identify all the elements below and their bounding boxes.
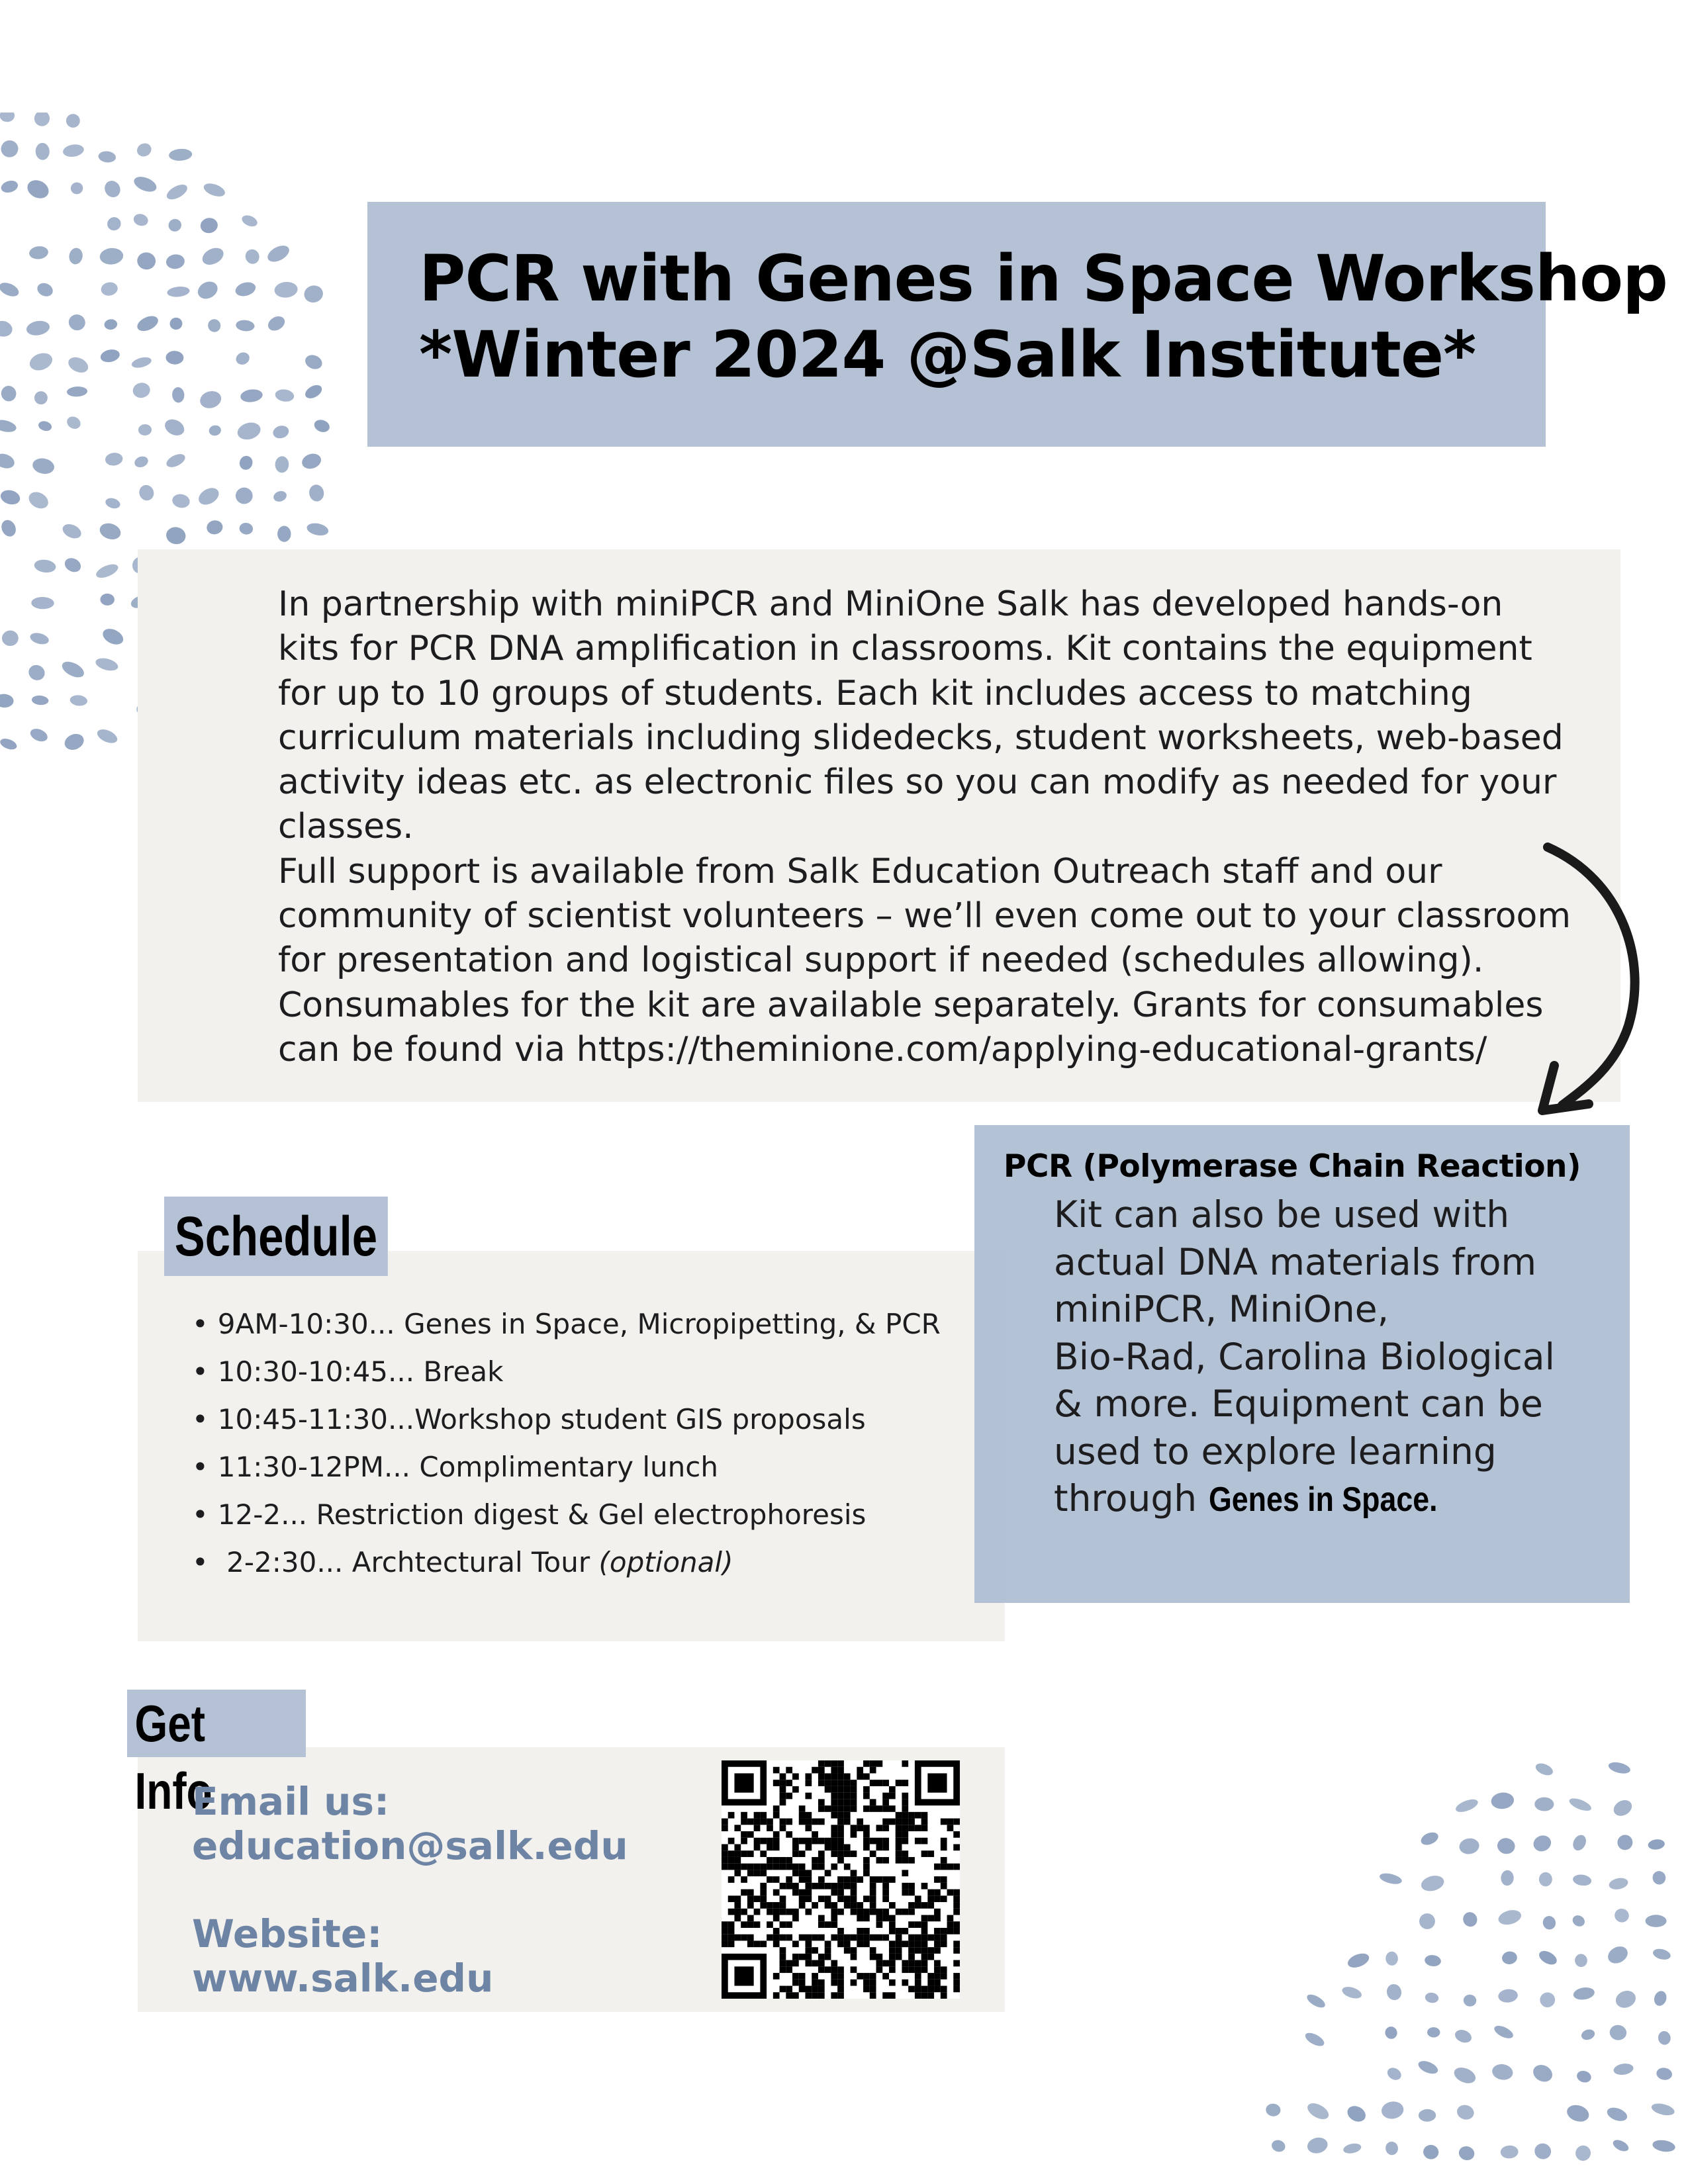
schedule-item-optional: (optional) — [598, 1546, 733, 1578]
decorative-dot — [34, 559, 57, 574]
decorative-dot — [234, 280, 257, 298]
decorative-dot — [68, 247, 83, 265]
decorative-dot — [1417, 1911, 1438, 1932]
decorative-dot — [1532, 2142, 1553, 2161]
decorative-dot — [0, 418, 17, 433]
decorative-dot — [60, 522, 83, 541]
decorative-dot — [272, 489, 288, 503]
info-heading-label: Get Info — [134, 1694, 212, 1820]
decorative-dot — [1424, 1954, 1442, 1968]
decorative-dot — [1463, 1994, 1477, 2007]
decorative-dot — [27, 350, 55, 373]
decorative-dot — [1652, 1870, 1666, 1886]
intro-line: community of scientist volunteers – we’ll even come out to your classroom — [278, 896, 1571, 936]
decorative-dot — [275, 456, 289, 473]
decorative-dot — [137, 483, 156, 503]
decorative-dot — [130, 355, 152, 370]
decorative-dot — [66, 114, 80, 128]
intro-panel — [138, 549, 1620, 1102]
decorative-dot — [62, 731, 86, 753]
decorative-dot — [34, 390, 48, 405]
schedule-item — [192, 1396, 941, 1443]
decorative-dot — [169, 317, 183, 331]
qr-code-icon[interactable] — [722, 1760, 960, 1999]
decorative-dot — [0, 737, 19, 752]
decorative-dot — [1607, 1760, 1631, 1776]
decorative-dot — [196, 484, 222, 508]
decorative-dot — [199, 244, 226, 268]
decorative-dot — [1383, 2025, 1399, 2040]
curved-arrow-icon — [1523, 841, 1655, 1134]
decorative-dot — [308, 484, 325, 502]
pcr-info-panel — [974, 1125, 1630, 1603]
decorative-dot — [1453, 2028, 1474, 2045]
pcr-line: actual DNA materials from — [1054, 1240, 1537, 1283]
decorative-dot — [238, 522, 254, 536]
decorative-dot — [2, 630, 19, 646]
decorative-dot — [1385, 1982, 1403, 2001]
decorative-dot — [1378, 1872, 1403, 1886]
decorative-dot — [1611, 2138, 1630, 2154]
decorative-dot — [238, 454, 255, 472]
decorative-dot — [1303, 2030, 1327, 2049]
decorative-dot — [0, 518, 19, 539]
decorative-dot — [1501, 1870, 1514, 1886]
decorative-dot — [1460, 1909, 1479, 1929]
schedule-item — [192, 1491, 941, 1539]
decorative-dot — [100, 594, 115, 606]
decorative-dot — [1652, 1947, 1671, 1961]
decorative-dot — [1385, 2066, 1404, 2083]
decorative-dot — [1575, 2069, 1593, 2083]
decorative-dot — [105, 452, 124, 467]
website-link[interactable]: www.salk.edu — [192, 1956, 494, 2001]
decorative-dot — [1419, 1874, 1446, 1894]
decorative-dot — [0, 179, 19, 195]
decorative-dot — [1541, 1915, 1557, 1931]
decorative-dot — [29, 631, 50, 647]
title-line-1: PCR with Genes in Space Workshop — [419, 242, 1667, 316]
title-line-2: *Winter 2024 @Salk Institute* — [419, 318, 1476, 392]
decorative-dot — [202, 181, 226, 199]
decorative-dot — [1458, 1837, 1480, 1856]
decorative-dot — [102, 178, 123, 200]
decorative-dot — [1615, 1833, 1635, 1853]
decorative-dot — [0, 280, 21, 299]
decorative-dot — [1611, 1797, 1634, 1819]
intro-line: kits for PCR DNA amplification in classrooms. Kit contains the equipment — [278, 629, 1532, 669]
decorative-dot — [31, 457, 56, 476]
decorative-dot — [240, 213, 259, 228]
decorative-dot — [195, 278, 220, 302]
decorative-dot — [265, 242, 292, 265]
decorative-dot — [100, 625, 126, 647]
decorative-dot — [1380, 2100, 1405, 2120]
decorative-dot — [94, 561, 120, 580]
decorative-dot — [1493, 2023, 1515, 2041]
decorative-dot — [1574, 1953, 1588, 1968]
decorative-dot — [135, 141, 154, 159]
decorative-dot — [1572, 1986, 1595, 2001]
decorative-dot — [67, 312, 87, 332]
decorative-dot — [1455, 2103, 1476, 2122]
decorative-dot — [100, 281, 118, 297]
decorative-dot — [1454, 1797, 1480, 1815]
decorative-dot — [1340, 1985, 1363, 2001]
decorative-dot — [1608, 1876, 1629, 1891]
decorative-dot — [1534, 1797, 1554, 1811]
intro-paragraph-2 — [278, 850, 1575, 1072]
decorative-dot — [208, 424, 222, 436]
genes-in-space-bold: Genes in Space. — [1208, 1480, 1438, 1519]
decorative-dot — [1344, 2103, 1368, 2125]
decorative-dot — [1500, 2145, 1519, 2159]
decorative-dot — [1385, 2141, 1399, 2156]
decorative-dot — [1657, 2030, 1671, 2046]
decorative-dot — [0, 138, 21, 160]
decorative-dot — [303, 284, 325, 304]
decorative-dot — [136, 251, 157, 271]
intro-text — [278, 582, 1575, 1072]
decorative-dot — [70, 694, 88, 707]
decorative-dot — [1613, 1907, 1630, 1925]
decorative-dot — [244, 248, 261, 266]
decorative-dot — [0, 319, 14, 338]
decorative-dot — [312, 418, 331, 434]
decorative-dot — [168, 148, 192, 161]
decorative-dot — [26, 489, 51, 512]
email-label: Email us: — [192, 1779, 390, 1824]
decorative-dot — [303, 383, 324, 401]
decorative-dot — [240, 388, 263, 403]
decorative-dot — [95, 727, 120, 746]
decorative-dot — [236, 420, 263, 443]
intro-link-line[interactable]: can be found via https://theminione.com/applying-educational-grants/ — [278, 1029, 1487, 1069]
decorative-dot — [303, 353, 324, 372]
decorative-dot — [271, 424, 290, 440]
decorative-dot — [1491, 2063, 1514, 2082]
decorative-dot — [1572, 1874, 1592, 1887]
intro-line: Consumables for the kit are available separately. Grants for consumables — [278, 985, 1544, 1025]
decorative-dot — [1385, 1951, 1399, 1966]
decorative-dot — [132, 212, 150, 228]
decorative-dot — [98, 150, 117, 163]
email-link[interactable]: education@salk.edu — [192, 1823, 628, 1868]
decorative-dot — [1452, 2064, 1478, 2086]
decorative-dot — [67, 386, 88, 397]
decorative-dot — [199, 216, 219, 234]
decorative-dot — [24, 177, 52, 202]
decorative-dot — [1534, 1761, 1554, 1778]
decorative-dot — [1417, 2058, 1440, 2076]
decorative-dot — [165, 253, 185, 270]
decorative-dot — [171, 387, 185, 403]
decorative-dot — [235, 487, 253, 504]
decorative-dot — [31, 597, 54, 610]
intro-line: for presentation and logistical support if needed (schedules allowing). — [278, 940, 1484, 981]
decorative-dot — [165, 351, 184, 365]
decorative-dot — [162, 416, 187, 439]
decorative-dot — [1539, 1872, 1553, 1887]
decorative-dot — [1613, 2062, 1634, 2076]
pcr-line: Bio-Rad, Carolina Biological — [1054, 1335, 1555, 1378]
decorative-dot — [306, 522, 330, 537]
decorative-dot — [25, 319, 50, 337]
decorative-dot — [70, 181, 84, 195]
decorative-dot — [1613, 1988, 1638, 2011]
schedule-item — [192, 1539, 941, 1586]
schedule-heading: Schedule — [164, 1197, 388, 1276]
decorative-dot — [277, 526, 291, 542]
intro-line: Full support is available from Salk Education Outreach staff and our — [278, 851, 1442, 891]
decorative-dot — [104, 318, 118, 330]
decorative-dot — [1531, 1833, 1554, 1854]
schedule-item — [192, 1348, 941, 1396]
decorative-dot — [1265, 2103, 1281, 2117]
decorative-dot — [26, 662, 48, 683]
decorative-dots-bottom-right — [1231, 1721, 1688, 2184]
decorative-dot — [104, 496, 121, 510]
decorative-dot — [206, 317, 222, 334]
decorative-dot — [62, 143, 85, 158]
decorative-dot — [1497, 1908, 1523, 1927]
decorative-dot — [35, 142, 50, 160]
decorative-dot — [1570, 1833, 1588, 1852]
pcr-line: Kit can also be used with — [1054, 1193, 1510, 1236]
decorative-dot — [62, 555, 83, 574]
decorative-dot — [65, 414, 83, 432]
decorative-dot — [236, 319, 256, 332]
decorative-dot — [28, 727, 50, 744]
pcr-heading: PCR (Polymerase Chain Reaction) — [1004, 1148, 1581, 1185]
decorative-dot — [167, 285, 191, 298]
decorative-dot — [206, 519, 224, 535]
decorative-dot — [1568, 1796, 1593, 1813]
decorative-dot — [0, 113, 15, 122]
decorative-dot — [1457, 2144, 1476, 2161]
schedule-item — [192, 1443, 941, 1491]
decorative-dot — [105, 215, 123, 233]
decorative-dot — [1605, 1943, 1631, 1966]
decorative-dot — [167, 217, 183, 234]
decorative-dot — [1650, 2101, 1675, 2117]
title-banner — [367, 202, 1667, 447]
decorative-dot — [1419, 2109, 1436, 2122]
decorative-dot — [265, 314, 287, 334]
decorative-dot — [1497, 1988, 1519, 2003]
decorative-dot — [138, 424, 152, 436]
decorative-dot — [1646, 1915, 1667, 1927]
decorative-dot — [300, 451, 323, 471]
schedule-list — [192, 1300, 941, 1586]
pcr-line: & more. Equipment can be — [1054, 1383, 1543, 1425]
decorative-dot — [1501, 1950, 1519, 1966]
decorative-dot — [98, 521, 123, 542]
pcr-line: through — [1054, 1477, 1209, 1520]
decorative-dot — [274, 281, 299, 299]
decorative-dot — [66, 354, 91, 375]
schedule-item-text: 10:45-11:30...Workshop student GIS proposals — [217, 1403, 866, 1435]
decorative-dot — [132, 174, 159, 195]
website-label: Website: — [192, 1911, 383, 1956]
decorative-dot — [60, 659, 87, 680]
decorative-dot — [0, 384, 18, 402]
decorative-dot — [28, 245, 49, 260]
decorative-dot — [0, 451, 17, 471]
decorative-dot — [275, 388, 295, 403]
decorative-dot — [1537, 1948, 1560, 1968]
decorative-dot — [1305, 1992, 1327, 2010]
decorative-dot — [171, 492, 191, 509]
pcr-line: used to explore learning — [1054, 1430, 1497, 1473]
decorative-dot — [132, 381, 152, 399]
schedule-item-text: 11:30-12PM... Complimentary lunch — [217, 1451, 718, 1483]
decorative-dot — [1565, 2103, 1591, 2124]
schedule-item-text: 10:30-10:45... Break — [217, 1355, 504, 1388]
intro-line: In partnership with miniPCR and MiniOne Salk has developed hands-on — [278, 584, 1503, 624]
decorative-dot — [1305, 2100, 1331, 2122]
decorative-dot — [1652, 2138, 1676, 2153]
intro-line: curriculum materials including slidedecks, student worksheets, web-based — [278, 717, 1564, 758]
decorative-dot — [99, 247, 124, 265]
pcr-text — [1054, 1191, 1610, 1524]
decorative-dot — [198, 388, 223, 410]
decorative-dot — [33, 113, 50, 127]
decorative-dot — [0, 488, 22, 506]
intro-line: activity ideas etc. as electronic files so you can modify as needed for your — [278, 762, 1557, 803]
intro-paragraph-1 — [278, 582, 1575, 850]
decorative-dot — [1496, 1837, 1517, 1855]
decorative-dot — [234, 350, 252, 367]
decorative-dot — [1656, 2067, 1673, 2081]
schedule-item-text: 12-2... Restriction digest & Gel electrophoresis — [217, 1498, 867, 1531]
pcr-line: miniPCR, MiniOne, — [1054, 1288, 1389, 1330]
decorative-dot — [99, 348, 121, 364]
decorative-dot — [1652, 1989, 1668, 2007]
decorative-dot — [133, 455, 150, 469]
decorative-dot — [1538, 1991, 1556, 2009]
intro-line: for up to 10 groups of students. Each kit includes access to matching — [278, 673, 1472, 713]
schedule-item — [192, 1300, 941, 1348]
decorative-dot — [164, 181, 189, 203]
decorative-dot — [35, 281, 55, 298]
decorative-dot — [164, 451, 187, 470]
decorative-dot — [37, 420, 52, 432]
decorative-dot — [94, 656, 119, 672]
decorative-dot — [1270, 2138, 1287, 2154]
decorative-dot — [1648, 1839, 1665, 1850]
decorative-dot — [1346, 1951, 1371, 1970]
decorative-dot — [0, 694, 14, 708]
schedule-item-text: 2-2:30... Archtectural Tour — [217, 1546, 599, 1578]
decorative-dot — [1419, 1830, 1440, 1847]
decorative-dot — [1573, 2143, 1593, 2163]
decorative-dot — [31, 695, 49, 705]
decorative-dot — [165, 525, 187, 546]
decorative-dot — [1342, 2142, 1362, 2155]
decorative-dot — [1427, 2027, 1440, 2038]
decorative-dot — [135, 313, 161, 334]
decorative-dot — [1423, 2144, 1440, 2160]
decorative-dot — [1609, 2024, 1627, 2041]
decorative-dot — [1580, 2028, 1596, 2042]
schedule-item-text: 9AM-10:30... Genes in Space, Micropipetting, & PCR — [217, 1308, 941, 1340]
decorative-dot — [1490, 1792, 1515, 1810]
decorative-dot — [1605, 2105, 1629, 2124]
decorative-dot — [1306, 2136, 1329, 2156]
intro-line: classes. — [278, 807, 414, 847]
decorative-dot — [1530, 2062, 1556, 2085]
decorative-dot — [1425, 1991, 1440, 2003]
decorative-dot — [1571, 1913, 1587, 1929]
